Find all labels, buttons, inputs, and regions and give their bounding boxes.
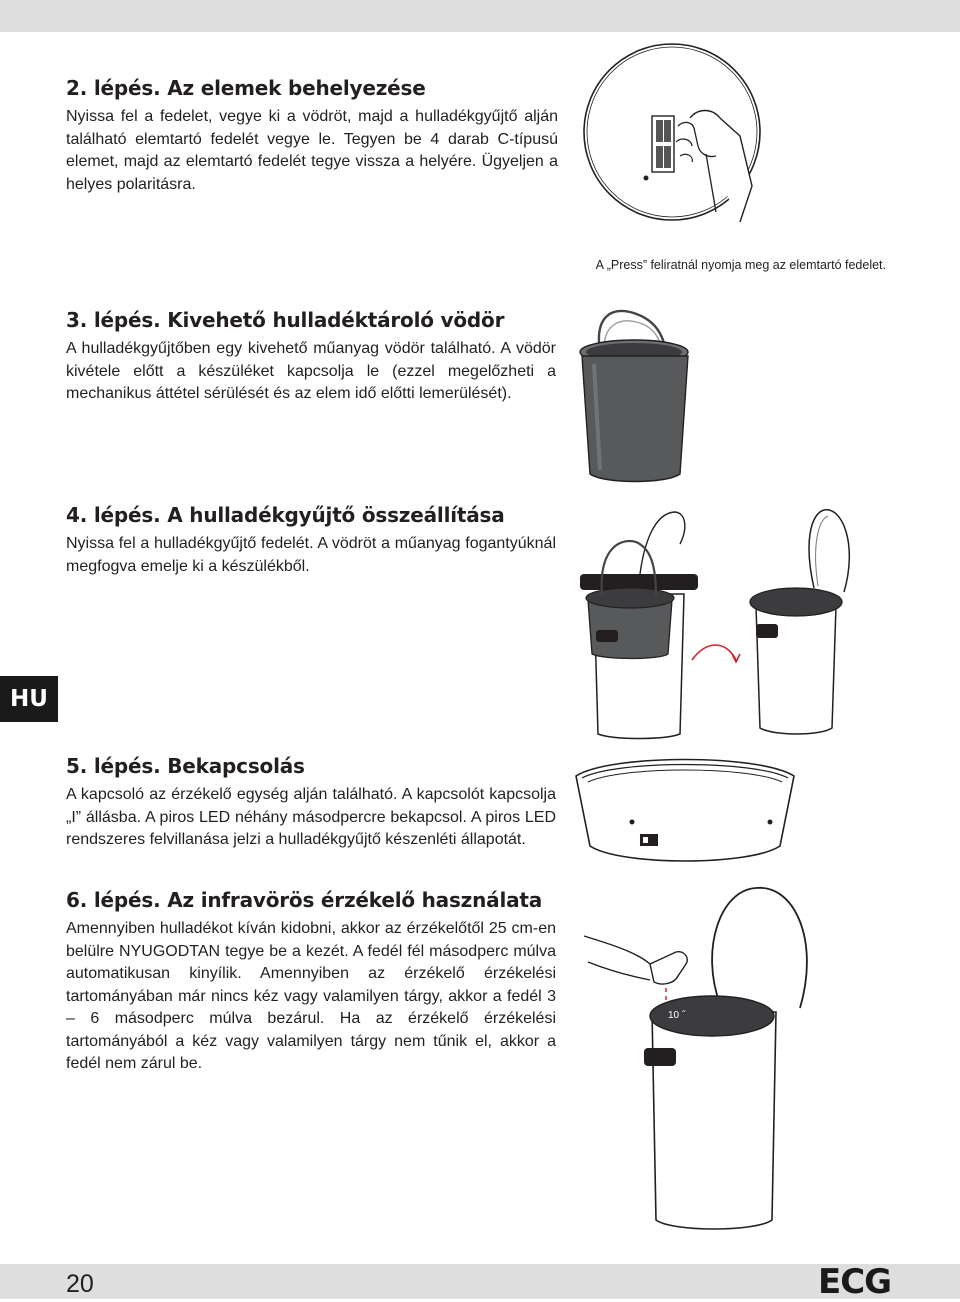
- sensor-distance-label: 10 ˝: [668, 1010, 686, 1021]
- step-4-body: Nyissa fel a hulladékgyűjtő fedelét. A vödröt a műanyag fogantyúknál megfogva emelje ki a készülékből.: [66, 535, 556, 575]
- step-5-body: A kapcsoló az érzékelő egység alján található. A kapcsolót kapcsolja „I” állásba. A piros LED néhány másodpercre bekapcsol. A piros LED rendszeres felvillanása jelzi a hulladékgyűjtő készenléti állapotát.: [66, 786, 556, 848]
- battery-caption: A „Press” feliratnál nyomja meg az elemtartó fedelet.: [595, 258, 886, 272]
- step-5-section: [66, 754, 556, 852]
- sensor-usage-illustration: [580, 880, 880, 1240]
- step-2-body: Nyissa fel a fedelet, vegye ki a vödröt, majd a hulladékgyűjtő alján található elemtartó fedelét vegye le. Tegyen be 4 darab C-típusú elemet, majd az elemtartó fedelét tegye vissza a helyére. Ügyeljen a helyes polaritásra.: [66, 108, 558, 193]
- step-3-body: A hulladékgyűjtőben egy kivehető műanyag vödör található. A vödör kivétele előtt a készüléket kapcsolja le (ezzel megelőzheti a mechanikus áttétel sérülését és az elem idő előtti lemerülését).: [66, 340, 556, 402]
- language-tab: HU: [0, 676, 58, 722]
- page-number: 20: [66, 1270, 94, 1298]
- step-4-title: 4. lépés. A hulladékgyűjtő összeállítása: [66, 503, 505, 527]
- ecg-logo: ECG: [818, 1262, 892, 1302]
- bucket-illustration: [574, 304, 704, 486]
- step-6-body: Amennyiben hulladékot kíván kidobni, akkor az érzékelőtől 25 cm-en belülre NYUGODTAN tegye be a kezét. A fedél fél másodperc múlva automatikusan kinyílik. Amennyiben az érzékelő érzékelési tartományában már nincs kéz vagy valamilyen tárgy, akkor a fedél 3 – 6 másodperc múlva bezárul. Ha az érzékelő érzékelési tartományából a kéz vagy valamilyen tárgy nem tűnik el, akkor a fedél nem zárul be.: [66, 920, 556, 1072]
- step-5-title: 5. lépés. Bekapcsolás: [66, 754, 305, 778]
- step-2-title: 2. lépés. Az elemek behelyezése: [66, 76, 426, 100]
- sensor-switch-illustration: [570, 750, 800, 868]
- step-6-title: 6. lépés. Az infravörös érzékelő használata: [66, 888, 543, 912]
- step-3-section: [66, 308, 556, 406]
- step-2-section: [66, 76, 558, 196]
- step-4-section: [66, 503, 556, 578]
- step-3-title: 3. lépés. Kivehető hulladéktároló vödör: [66, 308, 505, 332]
- bin-assembly-illustration: [574, 504, 864, 740]
- step-6-section: [66, 888, 556, 1076]
- battery-cover-illustration: [580, 36, 780, 226]
- header-bar: [0, 0, 960, 32]
- footer-bar: [0, 1264, 960, 1299]
